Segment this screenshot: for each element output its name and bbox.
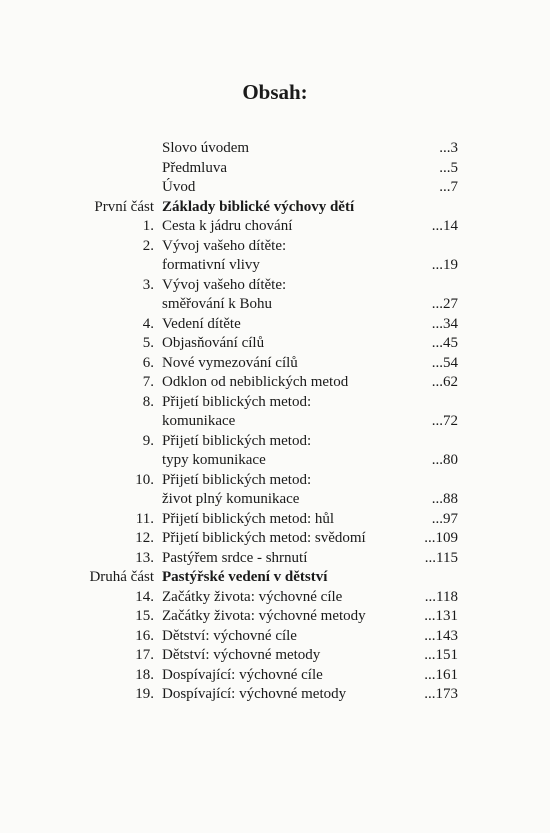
toc-entry-number: 5.: [142, 335, 154, 351]
toc-entry-number: První část: [94, 198, 154, 215]
toc-entry-page: ...173: [424, 686, 458, 702]
toc-entry: [0, 295, 550, 315]
toc-entry: [0, 178, 550, 198]
toc-entry-title: Předmluva: [162, 159, 227, 176]
toc-entry-title: Úvod: [162, 179, 196, 195]
toc-entry-number: Druhá část: [89, 569, 154, 585]
toc-entry-title: Vývoj vašeho dítěte:: [162, 237, 287, 254]
toc-entry-title: Vývoj vašeho dítěte:: [162, 276, 287, 293]
toc-entry: [0, 471, 550, 491]
toc-entry-number: 6.: [142, 354, 154, 371]
toc-entry-number: 10.: [135, 471, 154, 488]
toc-entry: [0, 139, 550, 159]
toc-entry: [0, 685, 550, 705]
toc-entry-page: ...161: [424, 666, 458, 683]
toc-entry: [0, 490, 550, 510]
toc-entry-number: 4.: [142, 315, 154, 332]
toc-entry-title: Slovo úvodem: [162, 140, 250, 156]
toc-entry-page: ...54: [431, 354, 458, 371]
toc-entry: [0, 627, 550, 647]
toc-entry-title: Přijetí biblických metod: svědomí: [162, 530, 366, 546]
toc-entry-page: ...5: [439, 159, 458, 176]
toc-entry-number: 19.: [135, 686, 154, 702]
toc-entry-title: Pastýřem srdce - shrnutí: [162, 549, 308, 566]
toc-entry-title: Základy biblické výchovy dětí: [162, 198, 355, 215]
toc-entry-number: 11.: [135, 510, 154, 527]
toc-entry-title: Pastýřské vedení v dětství: [162, 569, 328, 585]
toc-entry-page: ...143: [424, 627, 458, 644]
toc-entry-number: 18.: [135, 666, 154, 683]
toc-entry: [0, 646, 550, 666]
toc-entry-page: ...115: [424, 549, 458, 566]
toc-entry-number: 14.: [135, 588, 154, 605]
toc-entry-title: Dospívající: výchovné cíle: [162, 666, 323, 683]
toc-entry-number: 7.: [142, 374, 154, 390]
toc-entry: [0, 334, 550, 354]
toc-entry-page: ...19: [431, 257, 458, 273]
toc-entry-title: Přijetí biblických metod: hůl: [162, 510, 335, 527]
toc-entry-title: Přijetí biblických metod:: [162, 471, 312, 488]
toc-entry-page: ...109: [424, 530, 458, 546]
page-title: Obsah:: [242, 80, 308, 104]
toc-entry-page: ...34: [431, 315, 458, 332]
toc-entry-title: Nové vymezování cílů: [162, 354, 298, 371]
toc-entry-page: ...131: [424, 608, 458, 624]
toc-entry: [0, 412, 550, 432]
toc-part-heading: [0, 198, 550, 218]
toc-entry: [0, 451, 550, 471]
toc-entry-title: Dospívající: výchovné metody: [162, 686, 347, 702]
toc-entry-page: ...80: [431, 452, 458, 468]
toc-entry-title: formativní vlivy: [162, 257, 260, 273]
toc-entry-number: 15.: [135, 608, 154, 624]
toc-entry-number: 9.: [142, 432, 154, 449]
toc-entry: [0, 237, 550, 257]
toc-entry-page: ...72: [431, 413, 458, 429]
toc-entry-number: 3.: [142, 276, 154, 293]
toc-entry: [0, 354, 550, 374]
toc-entry: [0, 217, 550, 237]
toc-entry-page: ...151: [424, 647, 458, 663]
toc-entry-title: Dětství: výchovné cíle: [162, 627, 297, 644]
toc-entry-page: ...118: [424, 588, 458, 605]
toc-entry-number: 12.: [135, 530, 154, 546]
toc-entry-title: směřování k Bohu: [162, 296, 272, 312]
toc-part-heading: [0, 568, 550, 588]
toc-entry-title: Začátky života: výchovné cíle: [162, 588, 343, 605]
toc-entry-number: 2.: [142, 237, 154, 254]
toc-entry: [0, 666, 550, 686]
toc-entry-title: Přijetí biblických metod:: [162, 393, 312, 410]
toc-entry-title: Vedení dítěte: [162, 315, 241, 332]
toc-entry: [0, 159, 550, 179]
toc-entry-title: Začátky života: výchovné metody: [162, 608, 366, 624]
toc-entry-title: Odklon od nebiblických metod: [162, 374, 349, 390]
toc-entry: [0, 315, 550, 335]
toc-entry-page: ...7: [439, 179, 458, 195]
toc-entry-page: ...88: [431, 491, 458, 507]
toc-entry-title: Cesta k jádru chování: [162, 218, 293, 234]
toc-entry-title: život plný komunikace: [162, 491, 300, 507]
toc-entry: [0, 549, 550, 569]
toc-entry: [0, 256, 550, 276]
toc-entry-title: typy komunikace: [162, 452, 266, 468]
toc-entry: [0, 432, 550, 452]
toc-entry-title: Dětství: výchovné metody: [162, 647, 321, 663]
toc-entry-number: 8.: [142, 393, 154, 410]
toc-entry-page: ...45: [431, 335, 458, 351]
toc-entry: [0, 529, 550, 549]
toc-entry-number: 16.: [135, 627, 154, 644]
toc-entry-page: ...62: [431, 374, 458, 390]
toc-entry-number: 1.: [142, 218, 154, 234]
toc-entry-number: 13.: [135, 549, 154, 566]
toc-entry-page: ...3: [439, 140, 458, 156]
toc-entry: [0, 607, 550, 627]
toc-entry-title: Přijetí biblických metod:: [162, 432, 312, 449]
toc-entry: [0, 393, 550, 413]
toc-entry-page: ...27: [431, 296, 458, 312]
toc-entry-page: ...14: [431, 218, 458, 234]
toc-entry: [0, 510, 550, 530]
toc-entry-title: Objasňování cílů: [162, 335, 265, 351]
toc-entry-title: komunikace: [162, 413, 236, 429]
toc-entry: [0, 276, 550, 296]
toc-entry: [0, 373, 550, 393]
toc-entry: [0, 588, 550, 608]
table-of-contents: [0, 139, 550, 705]
toc-entry-page: ...97: [431, 510, 458, 527]
toc-entry-number: 17.: [135, 647, 154, 663]
